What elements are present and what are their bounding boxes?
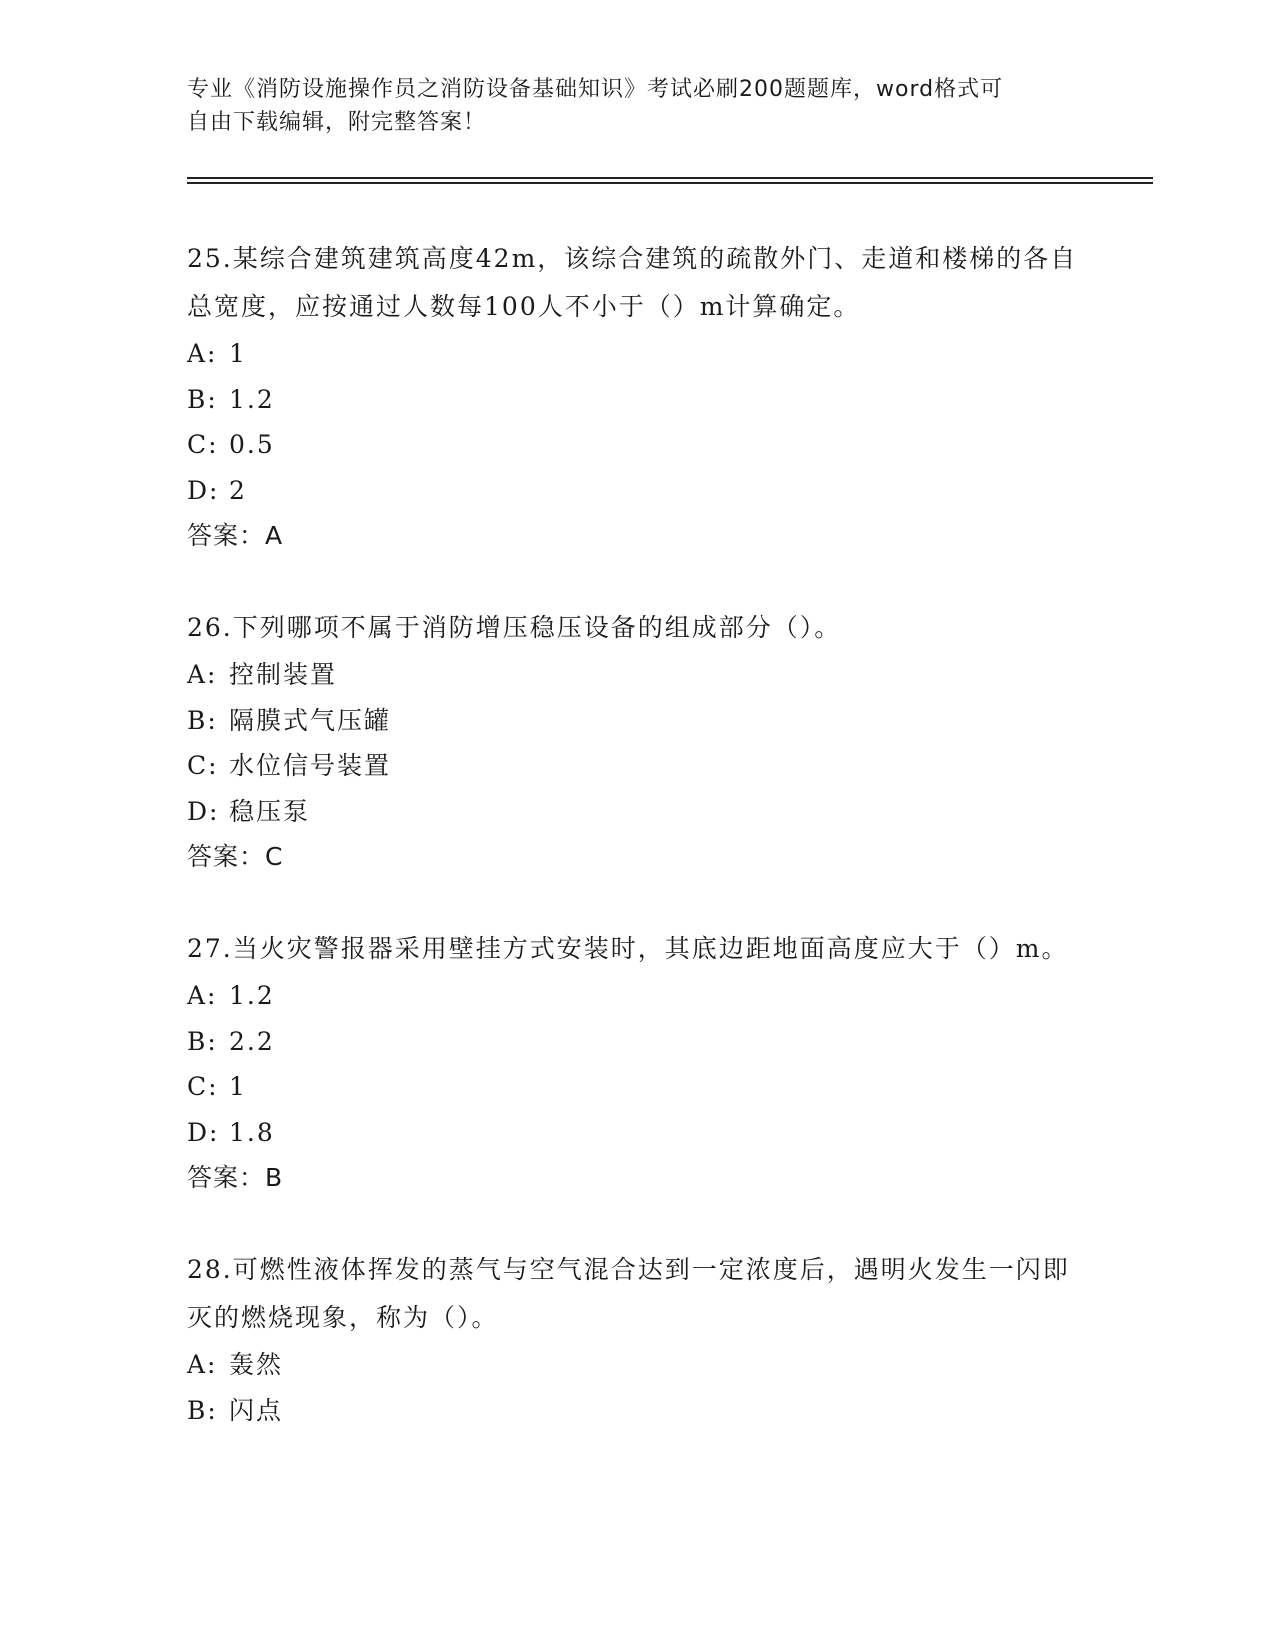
option-d (187, 789, 1087, 835)
option-c (187, 1064, 1087, 1110)
option-letter: C: (187, 1072, 219, 1101)
header-line-2: 自由下载编辑，附完整答案！ (187, 110, 487, 135)
option-c (187, 422, 1087, 468)
option-letter: D: (187, 475, 220, 505)
option-letter: A: (187, 660, 218, 689)
question-28 (187, 1246, 1087, 1433)
option-b (187, 1019, 1087, 1065)
option-b (187, 698, 1087, 744)
option-a (187, 973, 1087, 1019)
question-text: 26.下列哪项不属于消防增压稳压设备的组成部分（）。 (187, 613, 842, 642)
option-text: 隔膜式气压罐 (229, 705, 392, 735)
option-d (187, 468, 1087, 514)
option-letter: C: (187, 751, 219, 780)
option-b (187, 377, 1087, 423)
option-letter: B: (187, 384, 218, 414)
option-text: 1.8 (229, 1117, 275, 1147)
option-text: 1 (229, 1072, 247, 1101)
option-letter: A: (187, 1350, 218, 1379)
option-letter: A: (187, 981, 218, 1010)
option-a (187, 331, 1087, 377)
option-text: 控制装置 (229, 660, 338, 689)
option-d (187, 1110, 1087, 1156)
option-text: 0.5 (229, 430, 275, 459)
option-text: 1.2 (229, 384, 275, 414)
option-text: 2.2 (229, 1026, 275, 1056)
option-letter: D: (187, 796, 220, 826)
answer-line: 答案：A (187, 521, 284, 550)
question-26 (187, 604, 1087, 879)
question-list (187, 235, 1087, 1479)
option-b (187, 1388, 1087, 1434)
option-letter: B: (187, 1026, 218, 1056)
option-text: 轰然 (229, 1350, 284, 1379)
option-text: 稳压泵 (229, 796, 311, 826)
header-divider-top (187, 177, 1153, 179)
option-text: 2 (229, 475, 247, 505)
option-letter: D: (187, 1117, 220, 1147)
question-25 (187, 235, 1087, 558)
option-letter: C: (187, 430, 219, 459)
document-header (187, 73, 1087, 139)
question-text: 27.当火灾警报器采用壁挂方式安装时，其底边距地面高度应大于（）m。 (187, 934, 1069, 963)
option-text: 水位信号装置 (229, 751, 392, 780)
answer-line: 答案：C (187, 842, 284, 871)
answer-line: 答案：B (187, 1163, 284, 1192)
question-text: 25.某综合建筑建筑高度42m，该综合建筑的疏散外门、走道和楼梯的各自总宽度，应按通过人数每100人不小于（）m计算确定。 (187, 244, 1078, 321)
option-letter: A: (187, 339, 218, 368)
option-letter: B: (187, 705, 218, 735)
header-line-1: 专业《消防设施操作员之消防设备基础知识》考试必刷200题题库，word格式可 (187, 77, 1004, 102)
question-text: 28.可燃性液体挥发的蒸气与空气混合达到一定浓度后，遇明火发生一闪即灭的燃烧现象，称为（）。 (187, 1255, 1070, 1332)
option-a (187, 652, 1087, 698)
option-text: 闪点 (229, 1395, 284, 1425)
option-c (187, 743, 1087, 789)
option-a (187, 1342, 1087, 1388)
option-text: 1.2 (229, 981, 275, 1010)
option-text: 1 (229, 339, 247, 368)
header-divider-bottom (187, 182, 1153, 184)
option-letter: B: (187, 1395, 218, 1425)
question-27 (187, 925, 1087, 1200)
